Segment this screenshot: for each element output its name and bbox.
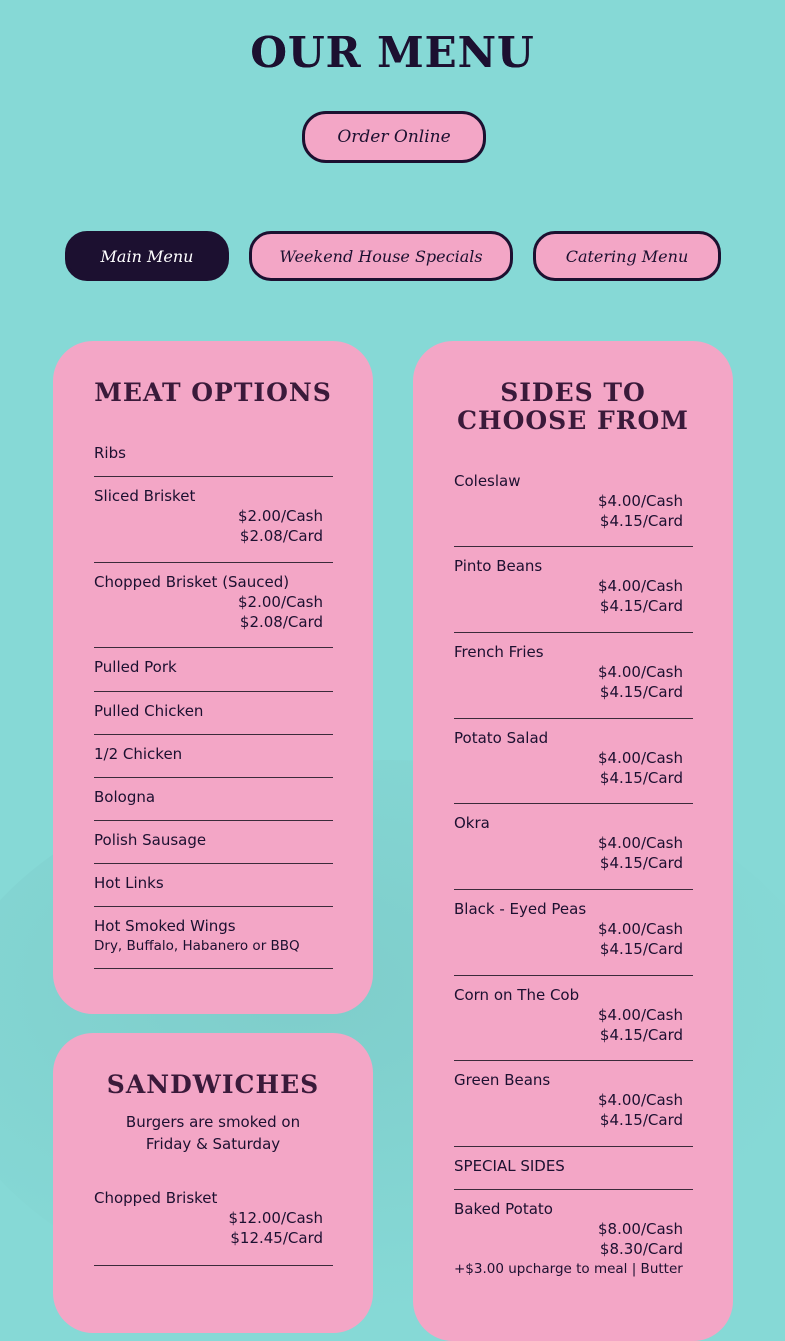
menu-item — [454, 985, 693, 1045]
sides-card — [413, 341, 733, 1341]
divider — [454, 1060, 693, 1061]
menu-item — [454, 556, 693, 616]
cash-price: $4.00/Cash — [598, 1006, 683, 1024]
cash-price: $4.00/Cash — [598, 663, 683, 681]
card-price: $4.15/Card — [599, 597, 683, 615]
divider — [454, 975, 693, 976]
card-price: $2.08/Card — [239, 613, 323, 631]
card-price: $8.30/Card — [599, 1240, 683, 1258]
item-name: Coleslaw — [454, 472, 521, 490]
card-price: $4.15/Card — [599, 940, 683, 958]
divider — [94, 476, 333, 477]
menu-item — [94, 744, 333, 764]
cash-price: $4.00/Cash — [598, 920, 683, 938]
item-name: Pinto Beans — [454, 557, 543, 575]
card-price: $4.15/Card — [599, 1026, 683, 1044]
item-name: Chopped Brisket — [94, 1189, 218, 1207]
cash-price: $4.00/Cash — [598, 492, 683, 510]
cash-price: $8.00/Cash — [598, 1220, 683, 1238]
divider — [94, 734, 333, 735]
divider — [94, 906, 333, 907]
card-price: $12.45/Card — [230, 1229, 323, 1247]
menu-item — [454, 1199, 693, 1277]
item-note: +$3.00 upcharge to meal | Butter — [454, 1261, 683, 1277]
item-name: 1/2 Chicken — [94, 745, 183, 763]
divider — [94, 968, 333, 969]
menu-item — [94, 572, 333, 632]
menu-item — [454, 1070, 693, 1130]
divider — [454, 1146, 693, 1147]
menu-item — [454, 813, 693, 873]
item-name: Bologna — [94, 788, 156, 806]
card-price: $4.15/Card — [599, 769, 683, 787]
divider — [454, 632, 693, 633]
menu-item — [94, 486, 333, 546]
divider — [454, 803, 693, 804]
item-name: Hot Smoked Wings — [94, 917, 236, 935]
item-name: Baked Potato — [454, 1200, 553, 1218]
card-price: $4.15/Card — [599, 683, 683, 701]
divider — [454, 546, 693, 547]
menu-item — [94, 787, 333, 807]
divider — [94, 647, 333, 648]
cash-price: $2.00/Cash — [238, 507, 323, 525]
menu-item — [94, 701, 333, 721]
menu-item — [454, 642, 693, 702]
cash-price: $4.00/Cash — [598, 834, 683, 852]
item-name: Sliced Brisket — [94, 487, 196, 505]
cash-price: $12.00/Cash — [228, 1209, 323, 1227]
item-name: Black - Eyed Peas — [454, 900, 587, 918]
item-name: Corn on The Cob — [454, 986, 580, 1004]
sandwiches-heading: SANDWICHES — [106, 1070, 320, 1099]
cash-price: $4.00/Cash — [598, 1091, 683, 1109]
meat-options-card — [53, 341, 373, 1014]
item-name: French Fries — [454, 643, 544, 661]
item-name: Ribs — [94, 444, 126, 462]
divider — [454, 889, 693, 890]
menu-item — [454, 899, 693, 959]
meat-options-heading: MEAT OPTIONS — [94, 378, 332, 407]
menu-item — [94, 830, 333, 850]
item-name: Hot Links — [94, 874, 164, 892]
item-name: Potato Salad — [454, 729, 549, 747]
item-name: Pulled Pork — [94, 658, 177, 676]
divider — [94, 562, 333, 563]
divider — [94, 1265, 333, 1266]
card-price: $4.15/Card — [599, 512, 683, 530]
menu-item — [454, 728, 693, 788]
special-sides-label: SPECIAL SIDES — [454, 1157, 565, 1175]
page-title: OUR MENU — [250, 28, 535, 77]
order-online-button[interactable]: Order Online — [302, 111, 486, 163]
card-price: $2.08/Card — [239, 527, 323, 545]
tab-main-menu[interactable]: Main Menu — [65, 231, 229, 281]
menu-section-label — [454, 1156, 693, 1176]
menu-item — [94, 873, 333, 893]
divider — [94, 863, 333, 864]
divider — [454, 718, 693, 719]
divider — [94, 691, 333, 692]
tab-weekend-house-specials[interactable]: Weekend House Specials — [249, 231, 513, 281]
divider — [454, 1189, 693, 1190]
item-note: Dry, Buffalo, Habanero or BBQ — [94, 938, 300, 954]
cash-price: $4.00/Cash — [598, 577, 683, 595]
item-name: Pulled Chicken — [94, 702, 204, 720]
sandwiches-subtitle: Burgers are smoked on Friday & Saturday — [125, 1113, 301, 1153]
cash-price: $2.00/Cash — [238, 593, 323, 611]
card-price: $4.15/Card — [599, 1111, 683, 1129]
cash-price: $4.00/Cash — [598, 749, 683, 767]
menu-item — [94, 1188, 333, 1248]
menu-item — [454, 471, 693, 531]
sides-heading: SIDES TO CHOOSE FROM — [457, 378, 689, 435]
sandwiches-card — [53, 1033, 373, 1333]
menu-item — [94, 443, 333, 463]
menu-item — [94, 657, 333, 677]
item-name: Polish Sausage — [94, 831, 207, 849]
item-name: Chopped Brisket (Sauced) — [94, 573, 290, 591]
divider — [94, 820, 333, 821]
tab-catering-menu[interactable]: Catering Menu — [533, 231, 721, 281]
divider — [94, 777, 333, 778]
card-price: $4.15/Card — [599, 854, 683, 872]
item-name: Green Beans — [454, 1071, 551, 1089]
item-name: Okra — [454, 814, 490, 832]
menu-item — [94, 916, 333, 954]
